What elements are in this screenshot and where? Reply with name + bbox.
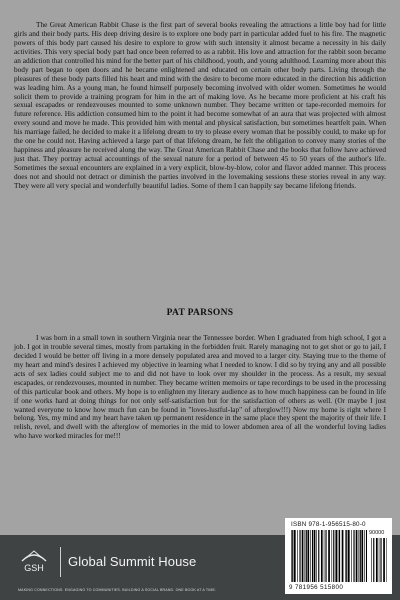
author-bio: I was born in a small town in southern Virginia near the Tennessee border. When I graduated from high school, I got a job. I got in trouble several times, mostly from partaking in the forbidden fruit. Rarely managing not to get shot or go to jail, I decided I would be better off living in a more densely populated area and moved to a larger city. Staying true to the theme of my heart and mind's desires I achieved my objective in learning what I needed to know. I did so by trying any and all possible acts of sex ladies could subject me to and did not have to look over my shoulder in the process. As a result, my sexual escapades, or rendezvouses, mounted in number. They became written memoirs or tape recordings to be used in the processing of this particular book and others. My hope is to enlighten my literary audience as to how much happiness can be found in life if one works hard at doing things for not only self-satisfaction but for the satisfaction of others as well. (Or maybe I just wanted everyone to know how much fun can be found in "loves-lustful-lap" of afterglow!!!) Now my home is right where I belong. Yes, my mind and my heart have taken up permanent residence in the same place they spent the majority of their life. I relish, revel, and dwell with the afterglow of memories in the mid to lower abdomen area of all the wonderful loving ladies who have worked miracles for me!!! xyxy=(14,333,386,441)
barcode-addon-bars-icon xyxy=(371,538,387,582)
barcode xyxy=(285,518,392,594)
book-description: The Great American Rabbit Chase is the first part of several books revealing the attractions a little boy had for little girls and their body parts. His deep driving desire is to explore one body part in particular added fuel to his fire. The magnetic powers of this body part caused his desire to explore to grow with such intensity it almost became a necessity in his daily activities. This very special body part had once been referred to as a rabbit. His love and attraction for the rabbit soon became an addiction that controlled his mind for the better part of his childhood, youth, and young adulthood. Learning more about this body part began to open doors and he became enlightened and educated on certain other body parts. Living through the pleasures of these body parts filled his heart and mind with the desire to become more educated in the direction his addiction was leading him. As a young man, he found himself purposely becoming involved with older women. Sometimes he would solicit them to provide a training program for him in the art of making love. As he became more proficient at his craft his sexual escapades or rendezvouses mounted to some unknown number. They became written or tape-recorded memoirs for future reference. His addiction consumed him to the point it had become somewhat of an aura that was projected with almost every sound and move he made. This provided him with mental and physical satisfaction, but sometimes heartfelt pain. When his marriage failed, he decided to make it a lifelong dream to try to please every woman that he possibly could, to make up for the one he could not. Having achieved a large part of that lifelong dream, he felt the obligation to convey many stories of the happiness and pleasure he received along the way. The Great American Rabbit Chase and the books that follow have achieved just that. They portray actual accountings of the sexual nature for a period of between 45 to 50 years of the author's life. Sometimes the sexual encounters are explained in a very explicit, blow-by-blow, color and flavor added manner. This process does not and should not detract or diminish the parties involved in the lovemaking sessions these stories reveal in any way. They were all very special and wonderfully beautiful ladies. Some of them I can happily say became lifelong friends. xyxy=(14,20,386,190)
author-heading: PAT PARSONS xyxy=(166,308,234,318)
isbn-label: ISBN 978-1-956515-80-0 xyxy=(291,521,366,528)
barcode-addon-number: 90000 xyxy=(369,530,385,536)
publisher-tagline: MAKING CONNECTIONS. ENGAGING TO COMMUNITIES. BUILDING A SOCIAL BRAND. ONE BOOK AT A TIME. xyxy=(18,588,217,592)
barcode-number: 9 781956 515800 xyxy=(289,584,344,591)
logo-letters: GSH xyxy=(24,563,44,573)
publisher-logo-icon xyxy=(18,547,50,579)
publisher-name: Global Summit House xyxy=(68,554,197,569)
barcode-bars-icon xyxy=(291,530,367,582)
logo-divider xyxy=(60,547,61,577)
